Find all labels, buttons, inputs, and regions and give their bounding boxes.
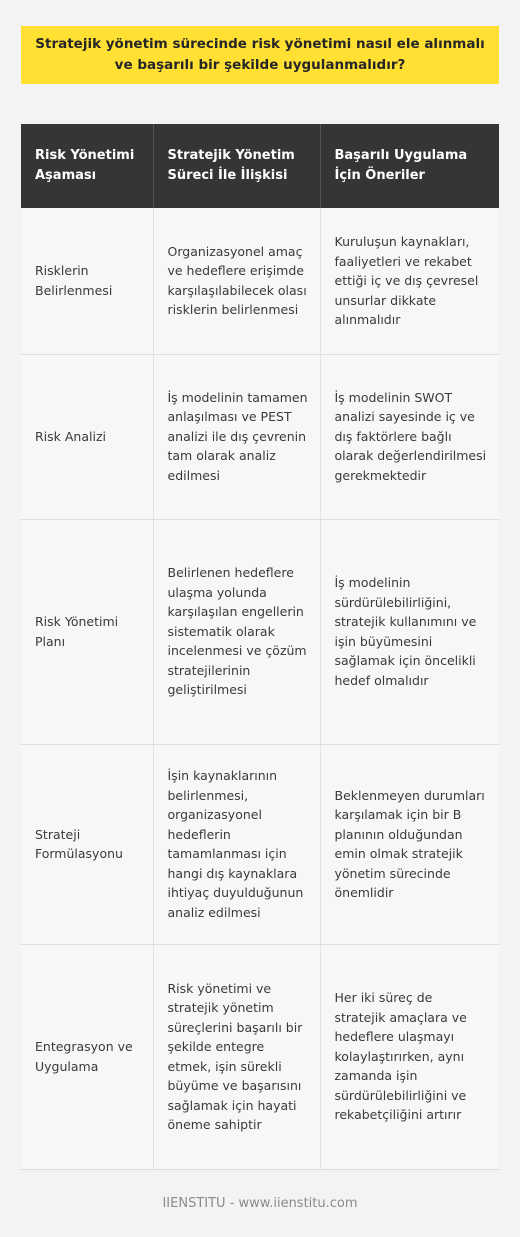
table-row xyxy=(21,354,499,519)
cell-stage: Risk Analizi xyxy=(21,354,153,519)
cell-relation: Belirlenen hedeflere ulaşma yolunda karşılaşılan engellerin sistematik olarak incelenmesi ve çözüm stratejilerinin geliştirilmesi xyxy=(153,519,320,744)
cell-relation: İş modelinin tamamen anlaşılması ve PEST analizi ile dış çevrenin tam olarak analiz edilmesi xyxy=(153,354,320,519)
page-title: Stratejik yönetim sürecinde risk yönetimi nasıl ele alınmalı ve başarılı bir şekilde uygulanmalıdır? xyxy=(35,36,485,73)
cell-recommendation: İş modelinin sürdürülebilirliğini, stratejik kullanımını ve işin büyümesini sağlamak için öncelikli hedef olmalıdır xyxy=(320,519,499,744)
footer-credit: IIENSTITU - www.iienstitu.com xyxy=(162,1196,358,1211)
table-row xyxy=(21,744,499,944)
risk-management-table xyxy=(21,124,499,1170)
table-row xyxy=(21,944,499,1169)
cell-recommendation: Kuruluşun kaynakları, faaliyetleri ve rekabet ettiği iç ve dış çevresel unsurlar dikkate alınmalıdır xyxy=(320,208,499,354)
cell-recommendation: Her iki süreç de stratejik amaçlara ve hedeflere ulaşmayı kolaylaştırırken, aynı zamanda işin sürdürülebilirliğini ve rekabetçiliğini artırır xyxy=(320,944,499,1169)
column-header-relation: Stratejik Yönetim Süreci İle İlişkisi xyxy=(153,124,320,208)
cell-recommendation: İş modelinin SWOT analizi sayesinde iç ve dış faktörlere bağlı olarak değerlendirilmesi gerekmektedir xyxy=(320,354,499,519)
table-header-row xyxy=(21,124,499,208)
cell-recommendation: Beklenmeyen durumları karşılamak için bir B planının olduğundan emin olmak stratejik yönetim sürecinde önemlidir xyxy=(320,744,499,944)
table-row xyxy=(21,208,499,354)
column-header-recommendation: Başarılı Uygulama İçin Öneriler xyxy=(320,124,499,208)
cell-stage: Risklerin Belirlenmesi xyxy=(21,208,153,354)
title-banner xyxy=(21,26,499,84)
cell-stage: Strateji Formülasyonu xyxy=(21,744,153,944)
cell-relation: Organizasyonel amaç ve hedeflere erişimde karşılaşılabilecek olası risklerin belirlenmesi xyxy=(153,208,320,354)
cell-stage: Entegrasyon ve Uygulama xyxy=(21,944,153,1169)
column-header-stage: Risk Yönetimi Aşaması xyxy=(21,124,153,208)
cell-stage: Risk Yönetimi Planı xyxy=(21,519,153,744)
table-row xyxy=(21,519,499,744)
cell-relation: İşin kaynaklarının belirlenmesi, organizasyonel hedeflerin tamamlanması için hangi dış kaynaklara ihtiyaç duyulduğunun analiz edilmesi xyxy=(153,744,320,944)
cell-relation: Risk yönetimi ve stratejik yönetim süreçlerini başarılı bir şekilde entegre etmek, işin sürekli büyüme ve başarısını sağlamak için hayati öneme sahiptir xyxy=(153,944,320,1169)
